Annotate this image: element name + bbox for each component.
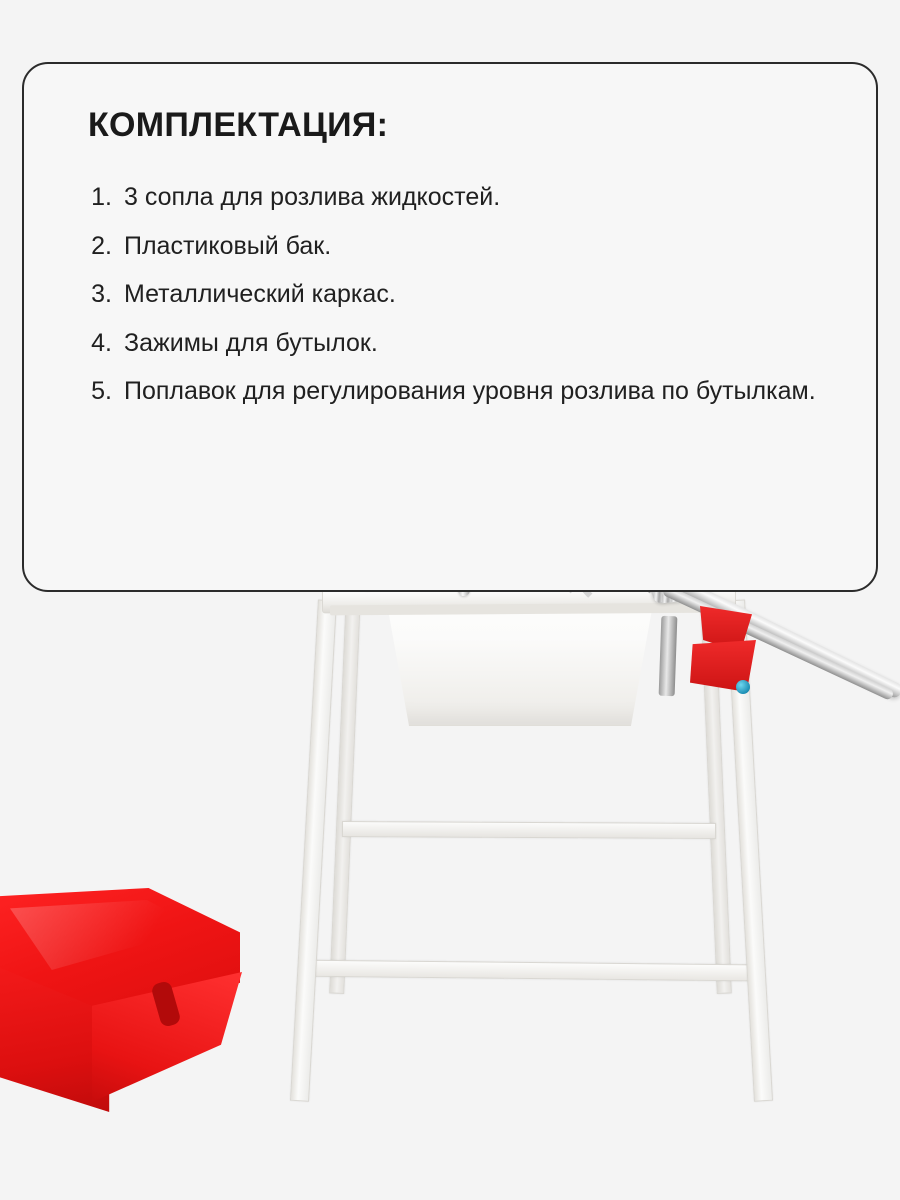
list-item: Металлический каркас.	[124, 280, 396, 308]
specification-card	[22, 62, 878, 592]
frame-middle-crossbar	[342, 821, 716, 839]
list-item: Поплавок для регулирования уровня розлива по бутылкам.	[124, 377, 816, 405]
list-item: Зажимы для бутылок.	[124, 328, 378, 357]
specification-list	[70, 179, 830, 410]
card-title: КОМПЛЕКТАЦИЯ:	[88, 106, 389, 144]
list-item: Пластиковый бак.	[124, 231, 332, 260]
list-item: 3 сопла для розлива жидкостей.	[124, 183, 501, 211]
clamp-bolt	[736, 680, 750, 694]
clamp-mounting-bracket	[659, 616, 678, 697]
